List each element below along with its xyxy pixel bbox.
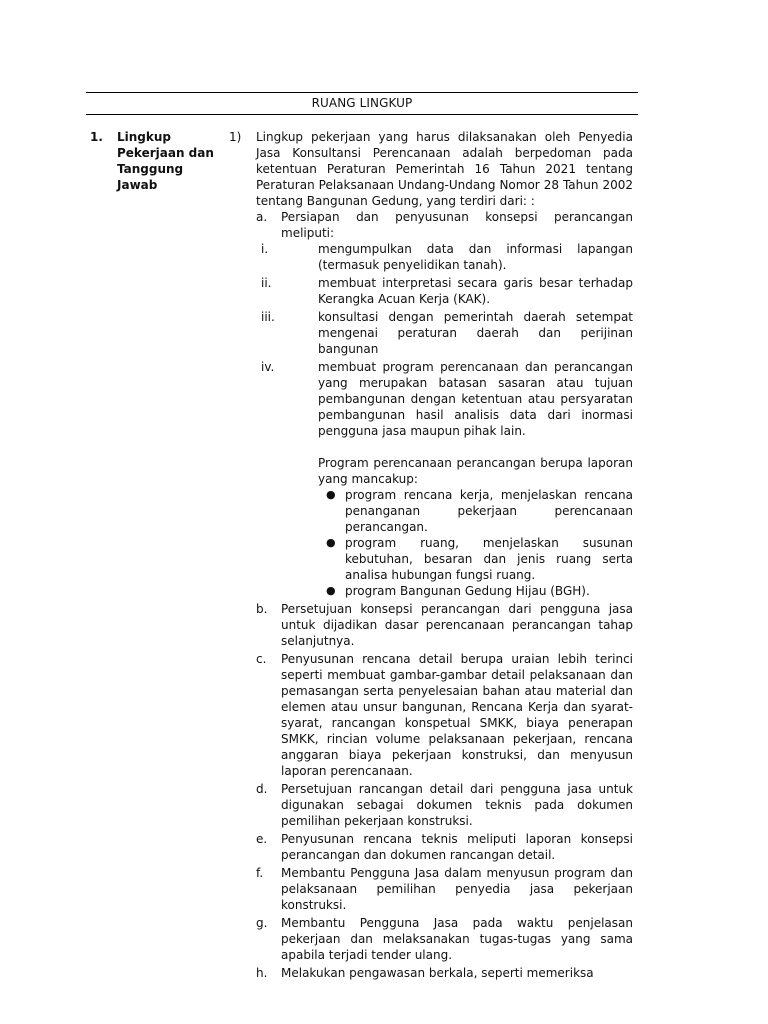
list-item-text: Melakukan pengawasan berkala, seperti memeriksa	[281, 966, 594, 980]
page-title: RUANG LINGKUP	[311, 96, 413, 110]
list-marker: g.	[256, 916, 268, 930]
list-marker: i.	[261, 242, 269, 256]
item-number: 1)	[229, 130, 242, 144]
list-item-text: Penyusunan rencana detail berupa uraian lebih terinci seperti membuat gambar-gambar detail pelaksanaan dan pemasangan serta penyelesaian bahan atau material dan elemen atau unsur bangunan, Rencana Kerja dan syarat-syarat, rancangan konspetual SMKK, biaya penerapan SMKK, rincian volume pelaksanaan pekerjaan, rencana anggaran biaya pekerjaan konstruksi, dan menyusun laporan perencanaan.	[281, 652, 633, 778]
list-item-text: Membantu Pengguna Jasa pada waktu penjelasan pekerjaan dan melaksanakan tugas-tugas yang sama apabila terjadi tender ulang.	[281, 916, 633, 962]
list-item-e	[256, 831, 633, 863]
bullet-icon: ●	[326, 536, 336, 549]
list-item-text: membuat interpretasi secara garis besar terhadap Kerangka Acuan Kerja (KAK).	[318, 276, 633, 306]
bullet-item	[318, 583, 633, 599]
list-item-text: Persiapan dan penyusunan konsepsi perancangan meliputi:	[281, 210, 633, 240]
roman-list	[256, 241, 633, 439]
list-item-d	[256, 781, 633, 829]
section-heading: Lingkup Pekerjaan dan Tanggung Jawab	[117, 130, 214, 192]
list-item-i	[256, 241, 633, 273]
bullet-text: program Bangunan Gedung Hijau (BGH).	[345, 584, 590, 598]
list-item-text: Membantu Pengguna Jasa dalam menyusun program dan pelaksanaan pemilihan penyedia jasa pekerjaan konstruksi.	[281, 866, 633, 912]
list-item-iv	[256, 359, 633, 439]
list-item-text: Persetujuan rancangan detail dari pengguna jasa untuk digunakan sebagai dokumen teknis pada dokumen pemilihan pekerjaan konstruksi.	[281, 782, 633, 828]
list-item-text: konsultasi dengan pemerintah daerah setempat mengenai peraturan daerah dan perijinan bangunan	[318, 310, 633, 356]
bullet-text: program ruang, menjelaskan susunan kebutuhan, besaran dan jenis ruang serta analisa hubungan fungsi ruang.	[345, 536, 633, 582]
list-marker: e.	[256, 832, 268, 846]
list-item-f	[256, 865, 633, 913]
bullet-item	[318, 487, 633, 535]
header-rule-bottom	[86, 114, 638, 115]
list-item-text: membuat program perencanaan dan perancangan yang merupakan batasan sasaran atau tujuan pembangunan dengan ketentuan atau persyaratan pembangunan hasil analisis data dari inormasi pengguna jasa maupun pihak lain.	[318, 360, 633, 438]
list-item-b	[256, 601, 633, 649]
list-marker: b.	[256, 602, 268, 616]
intro-paragraph: Lingkup pekerjaan yang harus dilaksanakan oleh Penyedia Jasa Konsultansi Perencanaan adalah berpedoman pada ketentuan Peraturan Pemerintah 16 Tahun 2021 tentang Peraturan Pelaksanaan Undang-Undang Nomor 28 Tahun 2002 tentang Bangunan Gedung, yang terdiri dari: :	[256, 130, 633, 208]
list-marker: d.	[256, 782, 268, 796]
list-item-a	[256, 209, 633, 599]
sub-paragraph: Program perencanaan perancangan berupa laporan yang mancakup:	[318, 456, 633, 486]
list-item-ii	[256, 275, 633, 307]
list-item-text: Persetujuan konsepsi perancangan dari pengguna jasa untuk dijadikan dasar perencanaan perancangan tahap selanjutnya.	[281, 602, 633, 648]
bullet-text: program rencana kerja, menjelaskan rencana penanganan pekerjaan perencanaan perancangan.	[345, 488, 633, 534]
list-marker: ii.	[261, 276, 272, 290]
list-marker: a.	[256, 210, 268, 224]
section-number: 1.	[90, 130, 103, 144]
header-rule-top	[86, 92, 638, 93]
bullet-item	[318, 535, 633, 583]
list-item-g	[256, 915, 633, 963]
bullet-icon: ●	[326, 584, 336, 597]
list-marker: c.	[256, 652, 267, 666]
list-item-h	[256, 965, 633, 981]
list-marker: iv.	[261, 360, 275, 374]
section-content	[256, 129, 633, 983]
list-marker: h.	[256, 966, 268, 980]
list-item-c	[256, 651, 633, 779]
bullet-icon: ●	[326, 488, 336, 501]
alpha-list	[256, 209, 633, 981]
list-item-text: mengumpulkan data dan informasi lapangan (termasuk penyelidikan tanah).	[318, 242, 633, 272]
bullet-list	[281, 487, 633, 599]
list-marker: f.	[256, 866, 264, 880]
list-item-text: Penyusunan rencana teknis meliputi laporan konsepsi perancangan dan dokumen rancangan detail.	[281, 832, 633, 862]
list-marker: iii.	[261, 310, 275, 324]
list-item-iii	[256, 309, 633, 357]
